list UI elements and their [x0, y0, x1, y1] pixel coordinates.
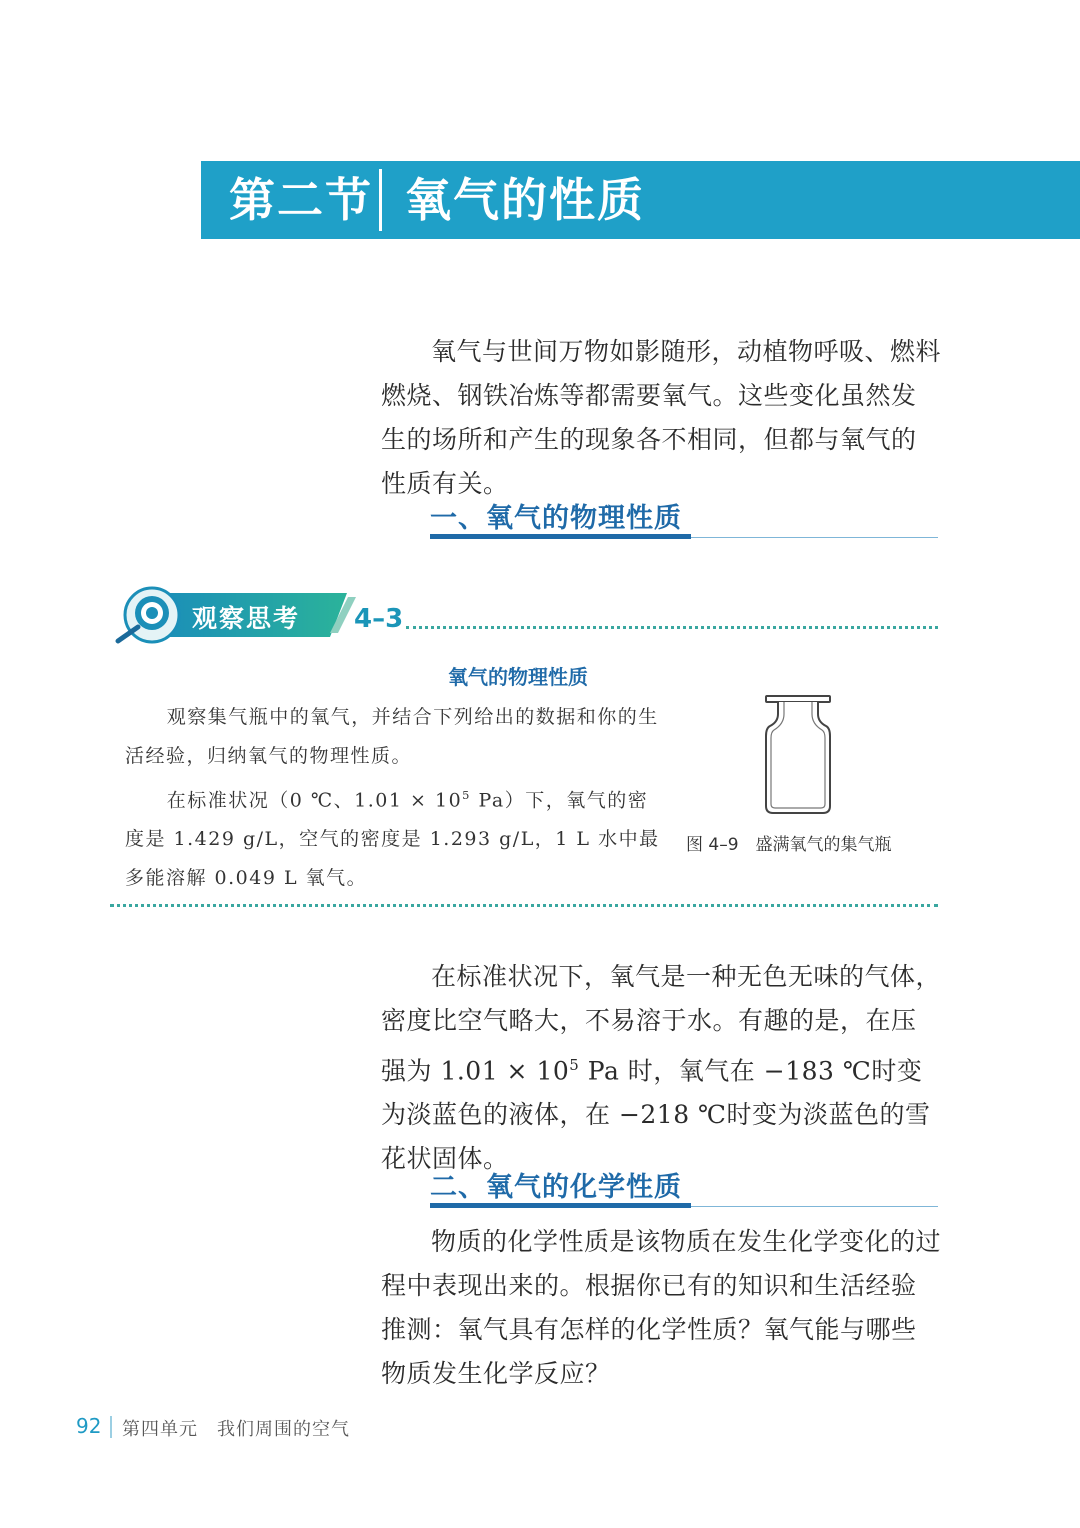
heading-chemical-properties [430, 1165, 938, 1209]
heading-physical-properties [430, 496, 938, 540]
section-title: 氧气的性质 [405, 173, 645, 227]
intro-text: 氧气与世间万物如影随形，动植物呼吸、燃料燃烧、钢铁冶炼等都需要氧气。这些变化虽然发生的场所和产生的现象各不相同，但都与氧气的性质有关。 [381, 337, 942, 498]
physical-paragraph [381, 955, 941, 1181]
heading-underline-thick [430, 534, 691, 539]
observe-title: 氧气的物理性质 [448, 665, 588, 689]
observe-label: 观察思考 [192, 604, 301, 633]
observe-number: 4–3 [354, 604, 404, 634]
page-number: 92 [76, 1414, 102, 1438]
heading-physical-text: 一、氧气的物理性质 [430, 503, 682, 534]
footer-divider [110, 1416, 112, 1438]
banner-divider [379, 169, 382, 231]
section-banner [201, 161, 1080, 239]
observe-para-2: 在标准状况（0 ℃、$1.01 \times 10^5$ Pa）下，氧气的密度是 1.429 g/L，空气的密度是 1.293 g/L，1 L 水中最多能溶解 0.049 L 氧气。 [125, 788, 660, 890]
chapter-label: 第二节 [229, 173, 373, 227]
footer-unit-title: 第四单元 我们周围的空气 [122, 1419, 350, 1440]
heading-chemical-text: 二、氧气的化学性质 [430, 1172, 682, 1203]
intro-paragraph [381, 330, 941, 506]
heading-underline-thin [691, 1206, 938, 1207]
figure-caption: 图 4–9 盛满氧气的集气瓶 [686, 835, 892, 855]
observe-badge [112, 585, 372, 645]
gas-jar-figure [762, 694, 834, 816]
physical-text: 在标准状况下，氧气是一种无色无味的气体，密度比空气略大，不易溶于水。有趣的是，在压强为 $1.01 \times 10^5$ Pa 时，氧气在 −183 ℃时变为淡蓝色的液体，在 −218 ℃时变为淡蓝色的雪花状固体。 [381, 962, 942, 1174]
observe-para-1: 观察集气瓶中的氧气，并结合下列给出的数据和你的生活经验，归纳氧气的物理性质。 [125, 706, 659, 767]
chemical-text: 物质的化学性质是该物质在发生化学变化的过程中表现出来的。根据你已有的知识和生活经验推测：氧气具有怎样的化学性质？氧气能与哪些物质发生化学反应？ [381, 1227, 942, 1388]
observe-top-dotline [406, 626, 938, 629]
heading-underline-thick [430, 1203, 691, 1208]
chemical-paragraph [381, 1220, 941, 1396]
heading-underline-thin [691, 537, 938, 538]
observe-bottom-dotline [110, 904, 938, 907]
observe-text [125, 698, 665, 898]
